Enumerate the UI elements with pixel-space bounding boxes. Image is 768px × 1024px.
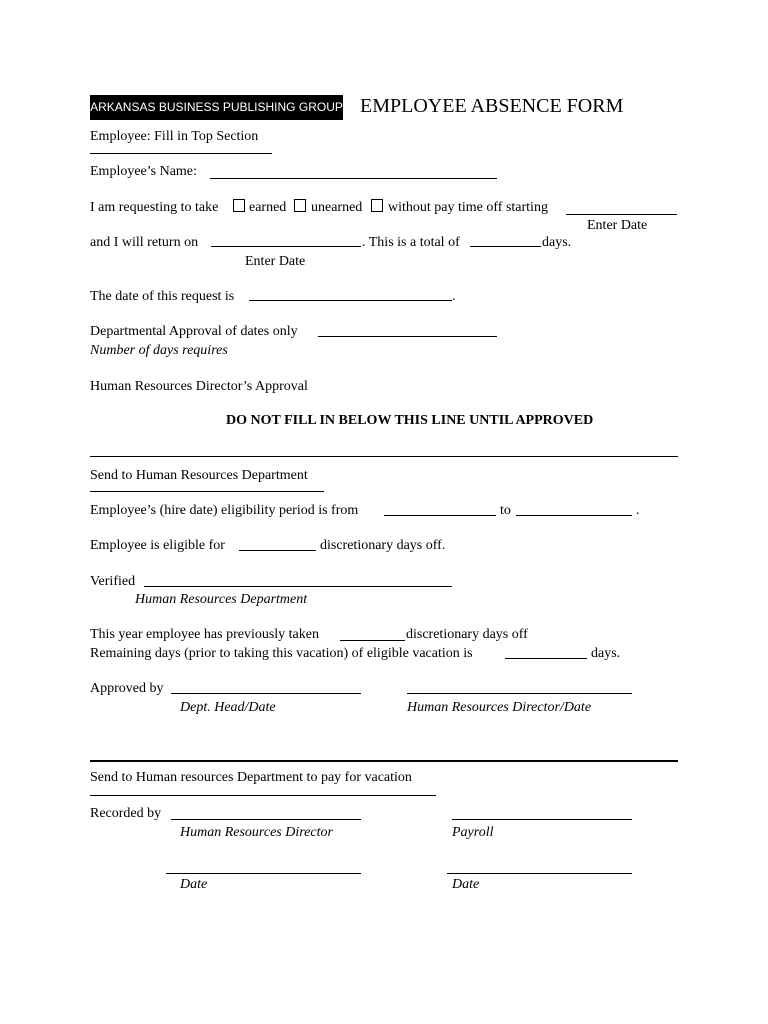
enter-date-hint: Enter Date	[587, 218, 648, 233]
start-date-line[interactable]	[566, 214, 677, 215]
earned-label: earned	[249, 200, 287, 215]
recorded-by-label: Recorded by	[90, 806, 162, 821]
date-line[interactable]	[166, 873, 361, 874]
hr-director-signature-line[interactable]	[407, 693, 632, 694]
eligibility-to-label: to	[500, 503, 511, 518]
total-prefix: . This is a total of	[362, 235, 460, 250]
remaining-suffix: days.	[591, 646, 621, 661]
eligible-prefix: Employee is eligible for	[90, 538, 225, 553]
pay-section-heading: Send to Human resources Department to pay for vacation	[90, 770, 412, 785]
top-section-heading: Employee: Fill in Top Section	[90, 129, 259, 144]
hr-director-caption: Human Resources Director	[180, 825, 333, 840]
unearned-checkbox[interactable]	[294, 199, 306, 212]
eligibility-from-line[interactable]	[384, 515, 496, 516]
eligibility-label: Employee’s (hire date) eligibility period is from	[90, 503, 359, 518]
form-title: EMPLOYEE ABSENCE FORM	[360, 95, 624, 117]
divider	[90, 456, 678, 457]
request-date-label: The date of this request is	[90, 289, 235, 304]
request-prefix: I am requesting to take	[90, 200, 219, 215]
date-caption: Date	[180, 877, 208, 892]
hr-director-signature-line[interactable]	[171, 819, 361, 820]
request-date-line[interactable]	[249, 300, 452, 301]
verified-line[interactable]	[144, 586, 452, 587]
heading-underline	[90, 153, 272, 154]
hr-approval-label: Human Resources Director’s Approval	[90, 379, 308, 394]
dept-approval-label: Departmental Approval of dates only	[90, 324, 298, 339]
remaining-prefix: Remaining days (prior to taking this vacation) of eligible vacation is	[90, 646, 473, 661]
heading-underline	[90, 491, 324, 492]
dept-head-signature-line[interactable]	[171, 693, 361, 694]
taken-prefix: This year employee has previously taken	[90, 627, 319, 642]
total-days-line[interactable]	[470, 246, 541, 247]
days-suffix: days.	[542, 235, 572, 250]
do-not-fill-notice: DO NOT FILL IN BELOW THIS LINE UNTIL APPROVED	[226, 413, 594, 428]
earned-checkbox[interactable]	[233, 199, 245, 212]
hr-section-heading: Send to Human Resources Department	[90, 468, 308, 483]
days-requires-note: Number of days requires	[90, 343, 228, 358]
request-date-suffix: .	[452, 289, 456, 304]
eligible-days-line[interactable]	[239, 550, 316, 551]
without-pay-label: without pay time off starting	[388, 200, 548, 215]
return-prefix: and I will return on	[90, 235, 199, 250]
without-pay-checkbox[interactable]	[371, 199, 383, 212]
taken-suffix: discretionary days off	[406, 627, 528, 642]
taken-days-line[interactable]	[340, 640, 405, 641]
return-date-line[interactable]	[211, 246, 361, 247]
company-logo: ARKANSAS BUSINESS PUBLISHING GROUP	[90, 95, 343, 120]
divider	[90, 760, 678, 762]
enter-date-hint: Enter Date	[245, 254, 306, 269]
date-line[interactable]	[447, 873, 632, 874]
payroll-signature-line[interactable]	[452, 819, 632, 820]
payroll-caption: Payroll	[452, 825, 494, 840]
dept-approval-line[interactable]	[318, 336, 497, 337]
dept-head-caption: Dept. Head/Date	[180, 700, 276, 715]
eligibility-suffix: .	[636, 503, 640, 518]
hr-director-date-caption: Human Resources Director/Date	[407, 700, 592, 715]
heading-underline	[90, 795, 436, 796]
unearned-label: unearned	[311, 200, 363, 215]
employee-name-label: Employee’s Name:	[90, 164, 197, 179]
eligible-suffix: discretionary days off.	[320, 538, 446, 553]
remaining-days-line[interactable]	[505, 658, 587, 659]
eligibility-to-line[interactable]	[516, 515, 632, 516]
date-caption: Date	[452, 877, 480, 892]
employee-name-line[interactable]	[210, 178, 497, 179]
verified-label: Verified	[90, 574, 136, 589]
approved-by-label: Approved by	[90, 681, 164, 696]
verified-caption: Human Resources Department	[135, 592, 308, 607]
